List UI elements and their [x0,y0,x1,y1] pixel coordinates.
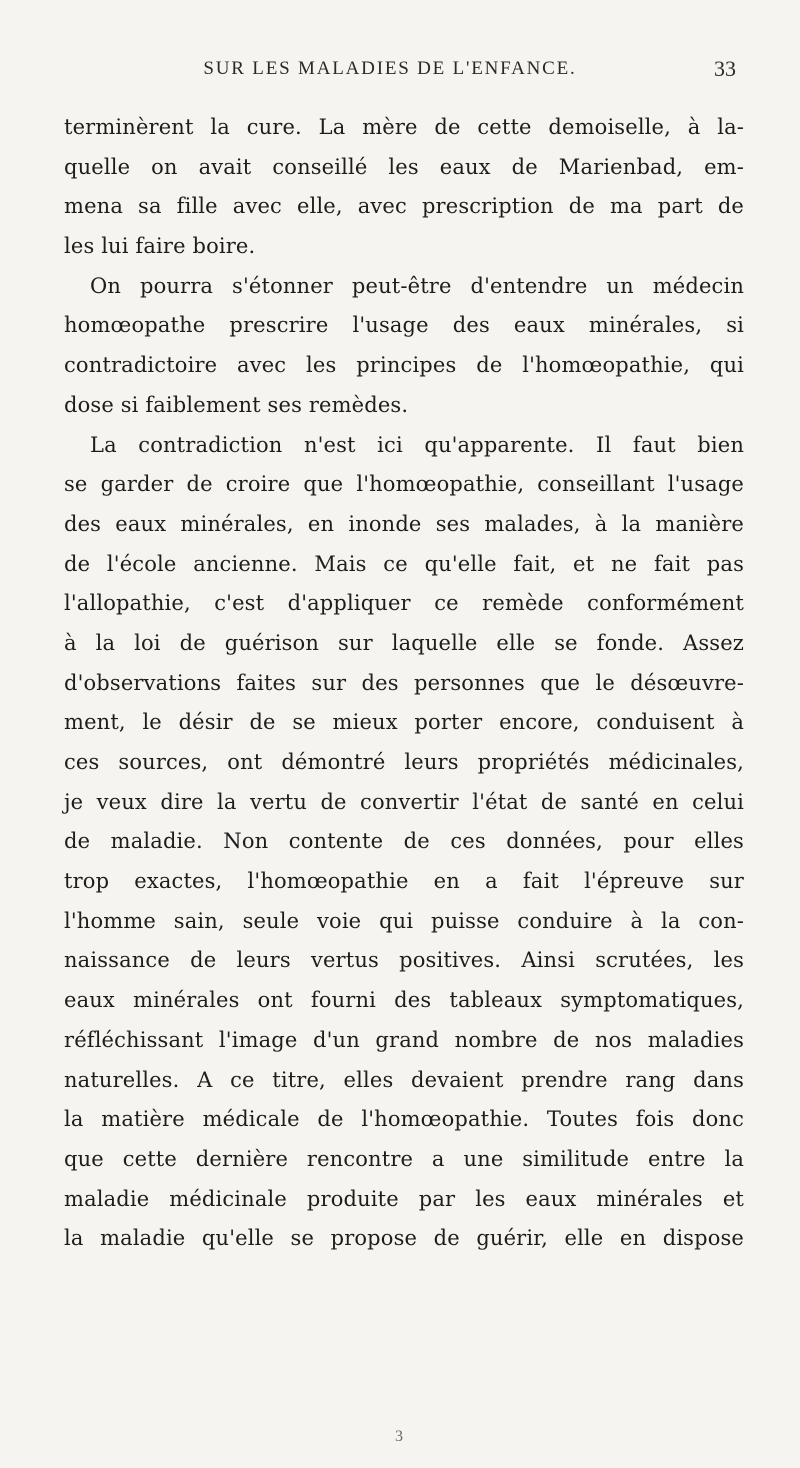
text-line: On pourra s'étonner peut-être d'entendre un médecin [90,273,744,298]
text-line: mena sa fille avec elle, avec prescription de ma part de [64,194,744,219]
text-line: ces sources, ont démontré leurs propriétés médicinales, [64,750,744,774]
text-line: les lui faire boire. [64,234,256,259]
running-head [0,58,800,88]
text-line: la maladie qu'elle se propose de guérir, elle en dispose [64,1226,744,1251]
text-line: eaux minérales ont fourni des tableaux symptomatiques, [64,988,744,1013]
text-line: se garder de croire que l'homœopathie, conseillant l'usage [64,472,744,497]
text-line: de maladie. Non contente de ces données, pour elles [64,829,744,854]
text-line: la matière médicale de l'homœopathie. Toutes fois donc [64,1107,744,1132]
text-line: quelle on avait conseillé les eaux de Marienbad, em- [64,154,744,179]
running-title: SUR LES MALADIES DE L'ENFANCE. [203,58,577,79]
page-number: 33 [714,56,736,81]
text-line: l'homme sain, seule voie qui puisse conduire à la con- [64,908,744,933]
text-line: de l'école ancienne. Mais ce qu'elle fait, et ne fait pas [64,551,744,576]
text-line: dose si faiblement ses remèdes. [64,392,409,417]
text-line: que cette dernière rencontre a une similitude entre la [64,1146,744,1171]
body-text [64,108,744,1259]
text-line: ment, le désir de se mieux porter encore, conduisent à [64,710,744,735]
text-line: des eaux minérales, en inonde ses malades, à la manière [64,511,744,536]
text-line: réfléchissant l'image d'un grand nombre de nos maladies [64,1027,744,1052]
text-line: naissance de leurs vertus positives. Ainsi scrutées, les [64,948,744,973]
text-line: à la loi de guérison sur laquelle elle se fonde. Assez [64,630,744,655]
text-line: l'allopathie, c'est d'appliquer ce remède conformément [64,591,744,616]
signature-mark: 3 [395,1428,403,1445]
text-line: contradictoire avec les principes de l'homœopathie, qui [64,353,744,378]
text-line: trop exactes, l'homœopathie en a fait l'épreuve sur [64,869,744,894]
text-line: terminèrent la cure. La mère de cette demoiselle, à la- [64,115,744,139]
text-line: d'observations faites sur des personnes que le désœuvre- [64,670,744,695]
text-line: je veux dire la vertu de convertir l'état de santé en celui [64,789,744,814]
text-line: homœopathe prescrire l'usage des eaux minérales, si [64,313,744,338]
text-line: maladie médicinale produite par les eaux minérales et [64,1186,744,1211]
text-line: La contradiction n'est ici qu'apparente. Il faut bien [90,432,744,457]
text-line: naturelles. A ce titre, elles devaient prendre rang dans [64,1067,744,1092]
